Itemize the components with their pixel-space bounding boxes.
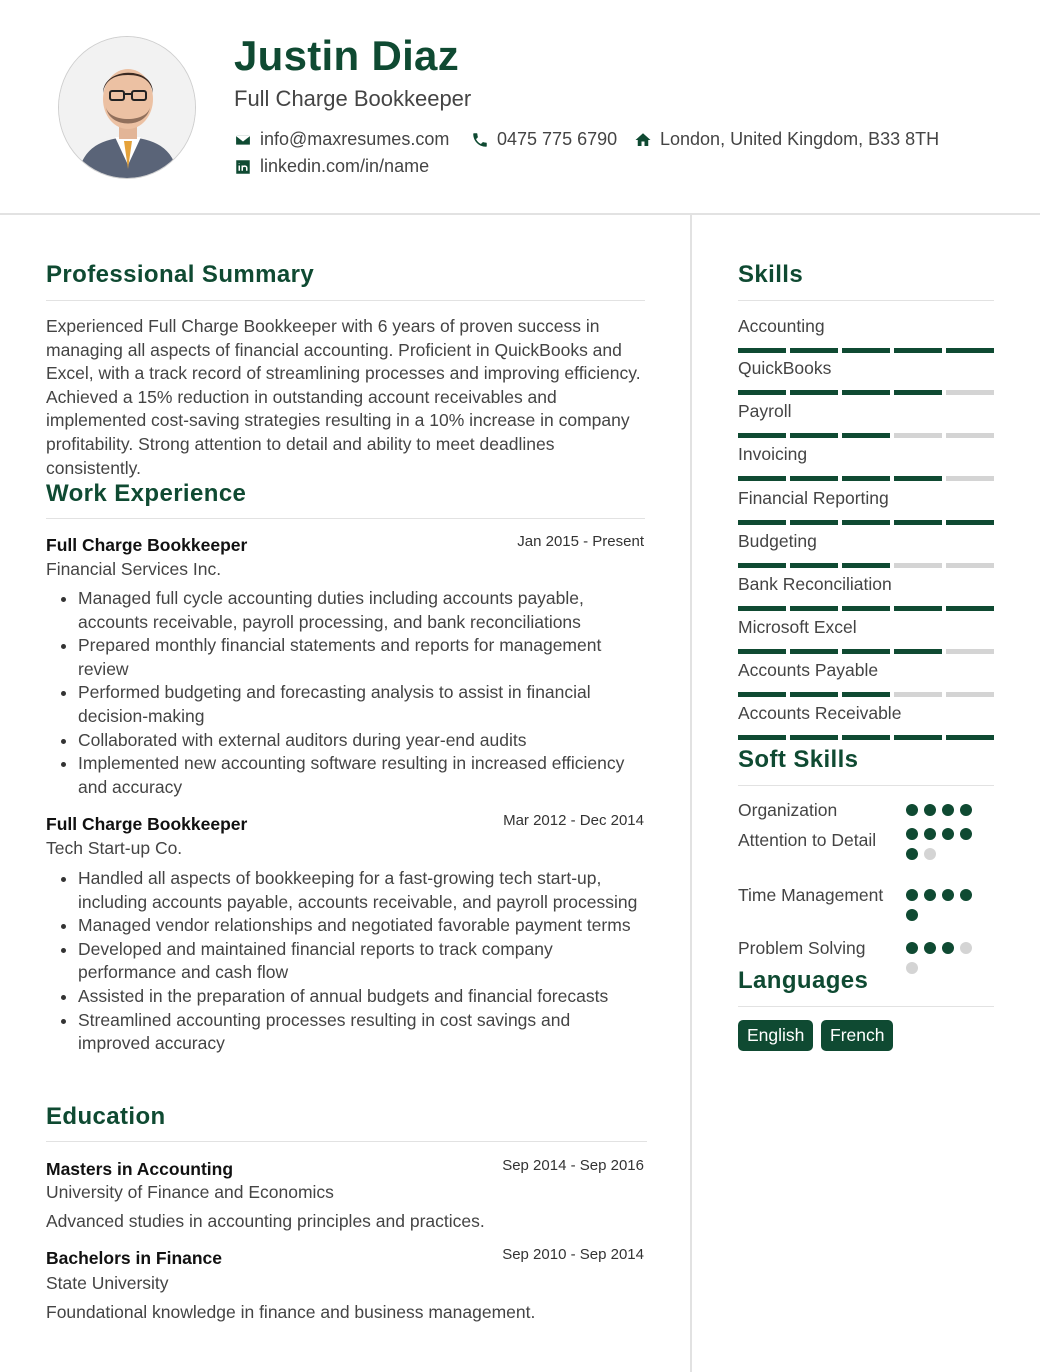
skill-level-segment [894,520,942,525]
skill-level-segment [946,563,994,568]
rating-dot [942,828,954,840]
skill-level-segment [894,348,942,353]
skill-level-segment [946,348,994,353]
job-company: Tech Start-up Co. [46,838,183,858]
skill-row [738,358,994,395]
job-bullets [56,867,646,1056]
skill-level-segment [790,520,838,525]
rating-dot [960,889,972,901]
skill-level-segment [946,433,994,438]
phone-icon [471,131,489,149]
soft-skill-name: Organization [738,800,838,820]
skill-level-bar [738,649,994,654]
skill-level-segment [946,520,994,525]
skill-level-segment [946,606,994,611]
skill-level-segment [842,563,890,568]
degree-title: Bachelors in Finance [46,1248,223,1268]
skill-row [738,617,994,654]
soft-skill-rating [906,804,980,816]
column-divider [690,215,692,1372]
degree-dates: Sep 2010 - Sep 2014 [502,1246,644,1263]
rating-dot [942,889,954,901]
skill-level-segment [894,390,942,395]
list-item: Streamlined accounting processes resulting in cost savings and improved accuracy [56,1009,646,1056]
list-item: Managed full cycle accounting duties including accounts payable, accounts receivable, payroll processing, and bank reconciliations [56,587,646,634]
contact-email[interactable] [234,129,449,150]
skill-level-segment [946,649,994,654]
languages-rule [738,1006,994,1007]
skill-level-segment [790,476,838,481]
skill-level-segment [790,649,838,654]
skill-level-segment [790,606,838,611]
skill-level-bar [738,563,994,568]
skill-level-segment [790,563,838,568]
skill-level-segment [894,563,942,568]
list-item: Assisted in the preparation of annual budgets and financial forecasts [56,985,646,1009]
rating-dot [906,848,918,860]
degree-description: Foundational knowledge in finance and business management. [46,1302,536,1322]
skill-level-segment [738,348,786,353]
skill-level-bar [738,520,994,525]
skill-name: Accounts Payable [738,660,879,680]
skill-level-segment [842,348,890,353]
soft-skills-rule [738,785,994,786]
candidate-name: Justin Diaz [234,32,460,79]
address-text: London, United Kingdom, B33 8TH [660,129,940,149]
profile-photo [58,36,196,179]
languages-heading: Languages [738,967,869,994]
skill-level-segment [894,476,942,481]
resume-header [0,0,1040,215]
rating-dot [924,848,936,860]
skill-level-segment [738,606,786,611]
skill-level-segment [738,476,786,481]
soft-skill-name: Time Management [738,885,884,905]
rating-dot [942,804,954,816]
job-title: Full Charge Bookkeeper [46,535,248,555]
degree-dates: Sep 2014 - Sep 2016 [502,1157,644,1174]
skill-level-bar [738,692,994,697]
skill-level-segment [738,692,786,697]
skill-level-segment [790,390,838,395]
soft-skill-name: Attention to Detail [738,830,877,850]
skill-level-segment [894,692,942,697]
skill-level-segment [946,390,994,395]
skill-row [738,574,994,611]
skill-level-segment [842,692,890,697]
list-item: Handled all aspects of bookkeeping for a fast-growing tech start-up, including accounts payable, accounts receivable, and payroll processing [56,867,646,914]
degree-title: Masters in Accounting [46,1159,234,1179]
skill-row [738,444,994,481]
skill-row [738,660,994,697]
linkedin-text: linkedin.com/in/name [260,156,430,176]
skill-level-segment [790,692,838,697]
rating-dot [960,942,972,954]
summary-heading: Professional Summary [46,261,315,288]
list-item: Developed and maintained financial reports to track company performance and cash flow [56,938,646,985]
skill-level-bar [738,735,994,740]
experience-heading: Work Experience [46,480,247,507]
rating-dot [924,828,936,840]
contact-linkedin[interactable] [234,156,429,177]
rating-dot [906,942,918,954]
job-dates: Mar 2012 - Dec 2014 [503,812,644,829]
skill-name: Financial Reporting [738,488,889,508]
skill-level-segment [738,735,786,740]
skill-level-segment [894,649,942,654]
education-rule [46,1141,647,1142]
skill-name: Accounting [738,316,825,336]
contact-address [634,129,939,150]
skill-level-segment [894,735,942,740]
school-name: State University [46,1273,169,1293]
job-bullets [56,587,646,799]
summary-text: Experienced Full Charge Bookkeeper with 6 years of proven success in managing all aspects of financial accounting. Proficient in QuickBooks and Excel, with a track record of streamlining processes and improving efficiency. Achieved a 15% reduction in outstanding account receivables and implemented cost-saving strategies resulting in a 10% increase in company profitability. Strong attention to detail and ability to meet deadlines consistently. [46,316,641,478]
skill-level-bar [738,348,994,353]
skill-name: Invoicing [738,444,808,464]
soft-skill-rating [906,828,980,860]
email-text: info@maxresumes.com [260,129,450,149]
soft-skill-name: Problem Solving [738,938,866,958]
skill-level-segment [790,433,838,438]
experience-rule [46,518,645,519]
rating-dot [906,889,918,901]
skill-level-segment [842,520,890,525]
skill-row [738,316,994,353]
skill-row [738,401,994,438]
rating-dot [906,962,918,974]
soft-skill-rating [906,942,980,974]
skill-name: Budgeting [738,531,817,551]
education-heading: Education [46,1103,166,1130]
job-company: Financial Services Inc. [46,559,222,579]
summary-rule [46,300,645,301]
language-badge: French [821,1020,893,1051]
skill-row [738,703,994,740]
skill-level-segment [842,476,890,481]
soft-skills-heading: Soft Skills [738,746,859,773]
list-item: Collaborated with external auditors during year-end audits [56,729,646,753]
skill-level-bar [738,476,994,481]
degree-description: Advanced studies in accounting principles and practices. [46,1211,485,1231]
skill-name: Microsoft Excel [738,617,857,637]
skill-level-segment [738,390,786,395]
contact-phone[interactable] [471,129,617,150]
job-title: Full Charge Bookkeeper [46,814,248,834]
candidate-title: Full Charge Bookkeeper [234,86,472,111]
rating-dot [906,909,918,921]
skill-level-segment [738,433,786,438]
skill-level-segment [842,390,890,395]
rating-dot [942,942,954,954]
skill-level-segment [894,433,942,438]
skill-level-segment [842,649,890,654]
list-item: Prepared monthly financial statements and reports for management review [56,634,646,681]
skill-name: Bank Reconciliation [738,574,892,594]
rating-dot [906,804,918,816]
envelope-icon [234,131,252,149]
rating-dot [906,828,918,840]
rating-dot [924,889,936,901]
rating-dot [924,942,936,954]
skill-name: Accounts Receivable [738,703,902,723]
list-item: Implemented new accounting software resulting in increased efficiency and accuracy [56,752,646,799]
rating-dot [960,804,972,816]
skill-level-segment [842,606,890,611]
skill-level-segment [790,735,838,740]
skill-level-segment [842,735,890,740]
skill-level-segment [946,735,994,740]
rating-dot [924,804,936,816]
list-item: Performed budgeting and forecasting analysis to assist in financial decision-making [56,681,646,728]
skills-rule [738,300,994,301]
job-dates: Jan 2015 - Present [517,533,644,550]
language-badge: English [738,1020,813,1051]
skills-heading: Skills [738,261,804,288]
skill-row [738,531,994,568]
skill-level-segment [738,563,786,568]
soft-skill-rating [906,889,980,921]
rating-dot [960,828,972,840]
skill-level-segment [842,433,890,438]
list-item: Managed vendor relationships and negotiated favorable payment terms [56,914,646,938]
school-name: University of Finance and Economics [46,1182,334,1202]
skill-level-segment [738,520,786,525]
skill-name: Payroll [738,401,792,421]
skill-name: QuickBooks [738,358,832,378]
skill-level-bar [738,606,994,611]
phone-text: 0475 775 6790 [497,129,618,149]
skill-level-segment [946,692,994,697]
skill-row [738,488,994,525]
skill-level-segment [790,348,838,353]
skill-level-bar [738,390,994,395]
linkedin-icon [234,158,252,176]
skill-level-segment [946,476,994,481]
skill-level-segment [738,649,786,654]
skill-level-bar [738,433,994,438]
skill-level-segment [894,606,942,611]
home-icon [634,131,652,149]
